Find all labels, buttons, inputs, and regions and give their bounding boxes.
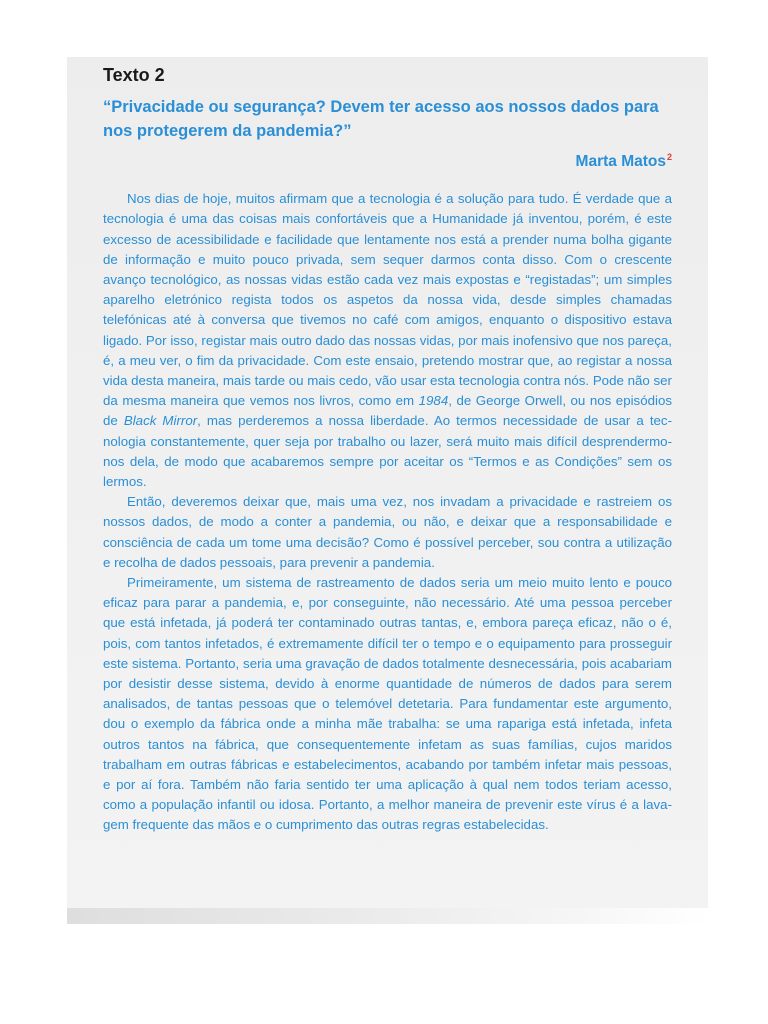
- paragraph-1-part-a: Nos dias de hoje, muitos afirmam que a tecnologia é a solução para tudo. É verdade que a tecnologia é uma das coisas mais confortáveis que a Humanidade já inventou, porém, é este excesso de acessibilidade e facilidade que lentamente nos está a prender numa bolha gigante de informação e muito pouco privada, sem sequer darmos conta disso. Com o crescente avanço tecnológico, as nossas vidas estão cada vez mais expostas e “registadas”; um simples aparelho eletrónico regista todos os aspetos da nossa vida, desde simples chamadas telefónicas até à conversa que tivemos no café com amigos, enquanto o dispositivo estava ligado. Por isso, registar mais outro dado das nossas vidas, por mais inofensivo que nos pareça, é, a meu ver, o fim da privacidade. Com este ensaio, pretendo mostrar que, ao registar a nossa vida desta maneira, mais tarde ou mais cedo, vão usar esta tecnologia contra nós. Pode não ser da mesma maneira que vemos nos livros, como em: [103, 191, 672, 409]
- author: [103, 146, 672, 173]
- text-content: [103, 63, 672, 836]
- author-name: Marta Matos: [575, 153, 666, 171]
- paragraph-2: Então, deveremos deixar que, mais uma vez, nos invadam a privacidade e rastreiem os nossos dados, de modo a conter a pandemia, ou não, e deixar que a responsabilidade e consciência de cada um tome uma decisão? Como é possível perceber, sou contra a utilização e recolha de dados pessoais, para prevenir a pandemia.: [103, 494, 672, 570]
- author-footnote-marker: 2: [666, 152, 672, 162]
- panel-shadow: [67, 908, 708, 924]
- show-title-black-mirror: Black Mirror: [123, 413, 198, 429]
- paragraph-1-part-b: , de George Orwell, ou nos episódios de: [103, 393, 672, 429]
- text-title: “Privacidade ou segurança? Devem ter acesso aos nossos dados para nos protegerem da pandemia?”: [103, 98, 659, 140]
- paragraph-1-part-c: , mas perderemos a nossa liberdade. Ao termos necessidade de usar a tecnologia constantemente, quer seja por trabalho ou lazer, será muito mais difícil desprendermo-nos dela, de modo que acabaremos sempre por aceitar os “Termos e as Condições” sem os lermos.: [103, 413, 672, 489]
- paragraph-1: [103, 189, 672, 492]
- book-title-1984: 1984: [418, 393, 449, 409]
- paragraph-3: Primeiramente, um sistema de rastreamento de dados seria um meio muito lento e pouco eficaz para parar a pandemia, e, por conseguinte, não necessário. Até uma pessoa perceber que está infetada, já poderá ter contaminado outras tantas, e, embora pareça eficaz, não o é, pois, com tantos infetados, é extremamente difícil ter o tempo e o equipamento para prosseguir este sistema. Portanto, seria uma gravação de dados totalmente desnecessária, pois acabariam por desistir desse sistema, devido à enorme quantidade de números de dados para serem analisados, de tantas pessoas que o telemóvel detetaria. Para fundamentar este argumento, dou o exemplo da fábrica onde a minha mãe trabalha: se uma rapariga está infetada, infeta outros tantos na fábrica, que consequentemente infetam as suas famílias, cujos maridos trabalham em outras fábricas e estabelecimentos, acabando por também infetar mais pessoas, e por aí fora. Também não faria sentido ter uma aplicação à qual nem todos teriam acesso, como a população infantil ou idosa. Portanto, a melhor maneira de prevenir este vírus é a lavagem frequente das mãos e o cumprimento das outras regras estabelecidas.: [103, 575, 672, 833]
- text-label: Texto 2: [103, 65, 165, 85]
- text-body: [103, 189, 672, 836]
